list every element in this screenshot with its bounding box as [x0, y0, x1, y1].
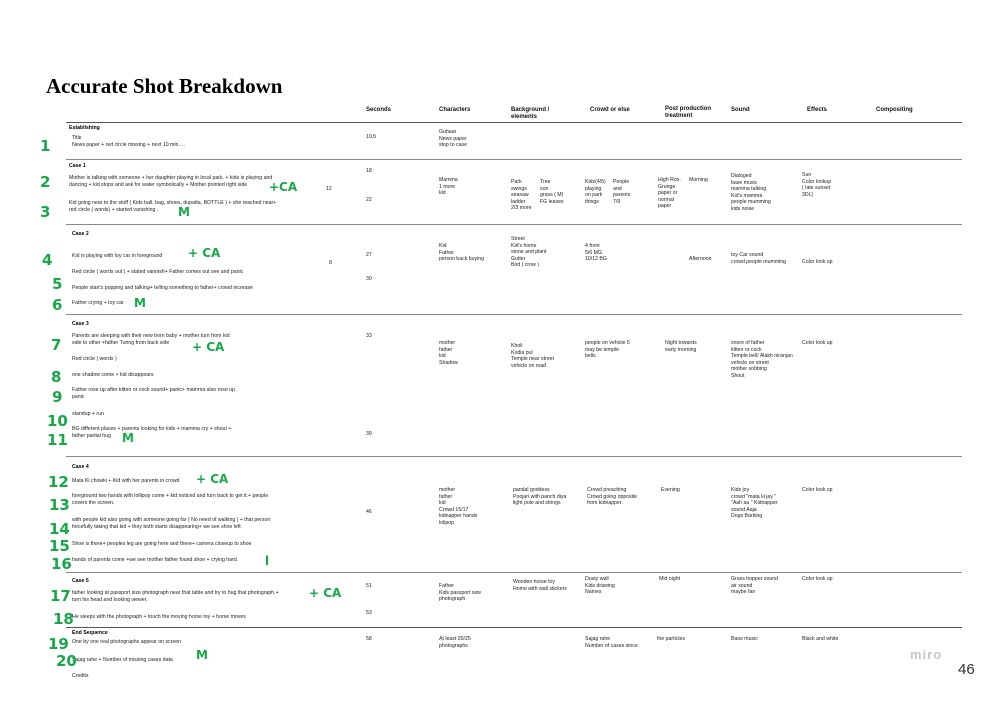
- section-heading-end: End Sequence: [72, 630, 108, 636]
- handwritten-m-note: M: [196, 648, 208, 662]
- case-effects: Color look up: [802, 340, 833, 346]
- shot-description: Red circle ( words out ) + stated vannish+ Father comes out see and panic: [72, 269, 244, 275]
- handwritten-shot-number: 5: [52, 275, 63, 293]
- shot-description: Sajag rahe + Number of missing cases data: [72, 657, 173, 663]
- case-post: Evening: [661, 487, 680, 493]
- miro-watermark: miro: [910, 647, 943, 662]
- case-sound: Base music: [731, 636, 758, 642]
- shot-description: Father rose up after kitten or cock sound+ panic+ mamma also rose up panic: [72, 387, 235, 400]
- handwritten-shot-number: 9: [52, 388, 63, 406]
- handwritten-shot-number: 6: [52, 296, 63, 314]
- shot-description: standup + run: [72, 411, 104, 417]
- handwritten-shot-number: 12: [48, 473, 69, 491]
- case-characters: Father Kids passport size photograph: [439, 583, 482, 603]
- establishing-line: News paper + red circle missing + next 10 min….: [72, 142, 186, 148]
- shot-description: Mother is talking with someone + her daughter playing in local park. + kids is playing and dancing + kid stops and ask for water symbolically + Mother pointed right side: [69, 175, 273, 188]
- case-post: fire particles: [657, 636, 685, 642]
- establishing-characters: Guhaar News paper stop to case: [439, 129, 467, 149]
- row-divider: [66, 572, 962, 573]
- row-divider: [66, 314, 962, 315]
- case-background: Tree sun grass ( M) FG leaves: [540, 179, 564, 205]
- header-characters: Characters: [439, 107, 471, 113]
- case-crowd: Sajag rahe Number of cases since: [585, 636, 638, 649]
- row-divider: [66, 456, 962, 457]
- case-sound: Dialoged base music mamma talking Kid's mamma people mumming kids noise: [731, 173, 771, 212]
- header-compositing: Compositing: [876, 107, 913, 113]
- handwritten-shot-number: 8: [51, 368, 62, 386]
- case-characters: Mamma 1 more kid: [439, 177, 458, 197]
- shot-description: He sleeps with the photograph + touch the moving horse toy + horse moves: [72, 614, 246, 620]
- header-effects: Effects: [807, 107, 828, 113]
- shot-description: Mata Ki chowki + Kid with her parents in crowd: [72, 478, 180, 484]
- row-divider: [66, 159, 962, 160]
- handwritten-shot-number: 19: [48, 635, 69, 653]
- handwritten-shot-number: 15: [49, 537, 70, 555]
- section-heading-case5: Case 5: [72, 578, 89, 584]
- shot-seconds: 46: [366, 509, 372, 515]
- case-crowd: people on vehicle 5 may be temple bells: [585, 340, 630, 360]
- case-sound: Grass hopper sound air sound maybe fan: [731, 576, 779, 596]
- case-effects: Color look up: [802, 576, 833, 582]
- page-number: 46: [958, 661, 975, 678]
- shot-description: Red circle ( words ): [72, 356, 117, 362]
- handwritten-shot-number: 4: [42, 251, 53, 269]
- case-sound: toy Car sound crowd people mumming: [731, 252, 787, 265]
- case-effects: Black and white: [802, 636, 839, 642]
- case-post: High Ros. Grunge paper or normal paper: [658, 177, 681, 210]
- shot-description: one shadow come + kid disappears: [72, 372, 154, 378]
- handwritten-ca-note: +CA: [269, 180, 298, 194]
- handwritten-ca-note: + CA: [196, 472, 229, 486]
- case-crowd: Dusty wall Kids drawing Names: [585, 576, 615, 596]
- handwritten-ca-note: + CA: [192, 340, 225, 354]
- shot-description: Kid is playing with toy car in foreground: [72, 253, 163, 259]
- header-crowd: Crowd or else: [590, 107, 630, 113]
- case-characters: At least 20/25 photographs: [439, 636, 471, 649]
- shot-description: father looking at passport size photograph near that table and try to hug that photograph.+ turn his head and looking viewer.: [72, 590, 279, 603]
- shot-seconds: 53: [366, 610, 372, 616]
- handwritten-ca-note: + CA: [188, 246, 221, 260]
- shot-seconds: 27: [366, 252, 372, 258]
- shot-seconds: 39: [366, 431, 372, 437]
- handwritten-shot-number: 3: [40, 203, 51, 221]
- case-post: Afternoon: [689, 256, 712, 262]
- shot-seconds: 58: [366, 636, 372, 642]
- handwritten-m-note: M: [178, 205, 190, 219]
- section-heading-case4: Case 4: [72, 464, 89, 470]
- handwritten-shot-number: 13: [49, 496, 70, 514]
- shot-description: hands of parents come +we see mother father found shoe + crying hard.: [72, 557, 239, 563]
- case-total: 8: [329, 260, 332, 266]
- shot-description: Parents are sleeping with their new born baby + mother turn from kid side to other +father Turing from back side: [72, 333, 230, 346]
- header-rule: [66, 122, 962, 123]
- shot-description: foreground two hands with lollipop come + kid noticed and turn back to get it.+ people covers the screen.: [72, 493, 269, 506]
- shot-description: Shoe is there+ peoples leg are going here and there+ camera closeup to shoe: [72, 541, 252, 547]
- shot-seconds: 30: [366, 276, 372, 282]
- case-effects: Color look up: [802, 487, 833, 493]
- case-characters: mother father kid Crowd 15/17 kidnapper hands lolipop: [439, 487, 478, 526]
- handwritten-shot-number: 10: [47, 412, 68, 430]
- handwritten-m-note: M: [134, 296, 146, 310]
- page-title: Accurate Shot Breakdown: [46, 74, 283, 98]
- case-crowd: Kids(4/5) playing on park things: [585, 179, 606, 205]
- handwritten-shot-number: 14: [49, 520, 70, 538]
- handwritten-shot-number: 16: [51, 555, 72, 573]
- handwritten-shot-number: 11: [47, 431, 68, 449]
- case-total: 12: [326, 186, 332, 192]
- shot-description: One by one real photographs appear on screen: [72, 639, 182, 645]
- handwritten-shot-number: 18: [53, 610, 74, 628]
- shot-description: People start's popping and talking+ telling something to father+ crowd increase: [72, 285, 253, 291]
- case-background: Kholi Kodia pul Temple near street vehicle on road: [511, 343, 554, 369]
- case-crowd: 4 front 5/6 MG 10/12 BG: [585, 243, 607, 263]
- shot-seconds: 51: [366, 583, 372, 589]
- case-post: Night towards early morning: [665, 340, 697, 353]
- case-sound: Kids joy crowd "mata ki jay " "Aah aa " Kidnapper sound Aaja Dogs Barking: [731, 487, 778, 520]
- establishing-line: Title: [72, 135, 82, 141]
- shot-seconds: 18: [366, 168, 372, 174]
- case-crowd: People and parents 7/9: [613, 179, 631, 205]
- case-effects: Color look up: [802, 259, 833, 265]
- header-post-production: Post production treatment: [665, 106, 711, 119]
- establishing-seconds: 10.5: [366, 134, 377, 140]
- section-heading-case1: Case 1: [69, 163, 86, 169]
- handwritten-mark: l: [265, 554, 270, 568]
- case-characters: Kid Father person back buying: [439, 243, 484, 263]
- shot-description: Credits: [72, 673, 89, 679]
- case-background: Street Kid's home stone and plant Gutter Bird ( crow ): [511, 236, 547, 269]
- header-sound: Sound: [731, 107, 750, 113]
- header-background: Background / elements: [511, 107, 550, 120]
- case-crowd: Crowd preaching Crowd going opposite from kidnapper.: [587, 487, 638, 507]
- row-divider: [66, 627, 962, 628]
- handwritten-shot-number: 1: [40, 137, 51, 155]
- section-heading-case3: Case 3: [72, 321, 89, 327]
- handwritten-shot-number: 20: [56, 652, 77, 670]
- handwritten-shot-number: 7: [51, 336, 62, 354]
- shot-description: BG different places + parents looking for kids + mamma cry + shout + father partial hug: [72, 426, 232, 439]
- shot-seconds: 33: [366, 333, 372, 339]
- shot-description: with people kid also going with someone going far ( No need of walking ) + that person forcefully taking that kid + they both starts disappearing+ we see shoe left: [72, 517, 271, 530]
- case-sound: snore of father kitten or cock Temple bell/ Alakh niranjan vehicle on street mother sobbing Shout: [731, 340, 793, 379]
- row-divider: [66, 224, 962, 225]
- case-post: Morning: [689, 177, 708, 183]
- section-heading-case2: Case 2: [72, 231, 89, 237]
- case-background: Park swings seasaw ladder 2/3 more: [511, 179, 532, 212]
- handwritten-ca-note: + CA: [309, 586, 342, 600]
- case-characters: mother father kid Shadow: [439, 340, 458, 366]
- shot-description: Father crying + toy car: [72, 300, 124, 306]
- case-background: pandal goddess Poojari with panch diya light pole and strings: [513, 487, 567, 507]
- shot-seconds: 22: [366, 197, 372, 203]
- handwritten-shot-number: 2: [40, 173, 51, 191]
- section-heading-establishing: Establishing: [69, 125, 100, 131]
- case-effects: Sun Color lookup ( late sunset 3DL): [802, 172, 832, 198]
- handwritten-m-note: M: [122, 431, 134, 445]
- shot-description: Kid going near to the stuff ( Kids ball, bag, shoes, dupatta, BOTTLE ) + she reached near+ red circle ( words) + started vanishing .: [69, 200, 277, 213]
- handwritten-shot-number: 17: [50, 587, 71, 605]
- header-seconds: Seconds: [366, 107, 392, 113]
- case-background: Wooden horse toy Home with wall stickers: [513, 579, 567, 592]
- case-post: Mid night: [659, 576, 681, 582]
